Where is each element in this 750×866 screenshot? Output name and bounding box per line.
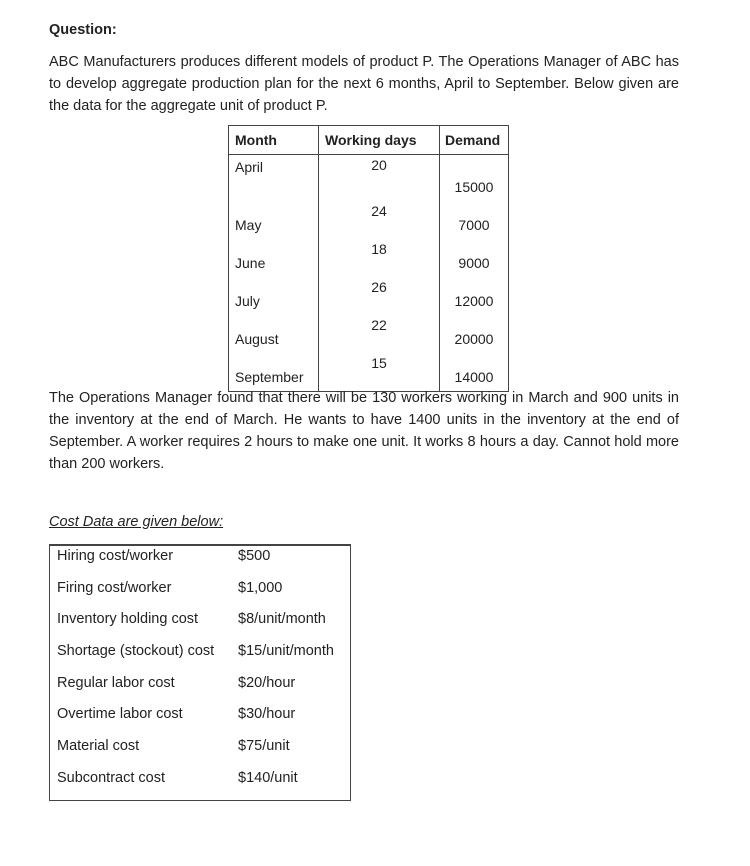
table-row (229, 277, 509, 315)
cell-month: May (229, 201, 319, 239)
demand-table-header (229, 126, 509, 155)
cell-month: July (229, 277, 319, 315)
cell-month: September (229, 353, 319, 392)
cost-row (50, 706, 350, 726)
cell-days: 20 (319, 155, 440, 202)
cell-demand: 15000 (440, 155, 509, 202)
cell-days: 26 (319, 277, 440, 315)
cost-label: Material cost (57, 738, 140, 754)
header-demand: Demand (440, 126, 509, 155)
header-working-days: Working days (319, 126, 440, 155)
cost-label: Shortage (stockout) cost (57, 643, 215, 659)
cost-data-box (49, 544, 351, 801)
table-row (229, 353, 509, 392)
cost-row (50, 738, 350, 758)
table-row (229, 315, 509, 353)
question-heading: Question: (49, 22, 117, 38)
cell-demand: 12000 (440, 277, 509, 315)
cost-value: $1,000 (238, 580, 283, 596)
table-row (229, 155, 509, 202)
workforce-paragraph: The Operations Manager found that there will be 130 workers working in March and 900 units in the inventory at the end of March. He wants to have 1400 units in the inventory at the end of September. A worker requires 2 hours to make one unit. It works 8 hours a day. Cannot hold more than 200 workers. (49, 390, 679, 472)
cost-label: Regular labor cost (57, 675, 175, 691)
cost-row (50, 643, 350, 663)
cell-month: August (229, 315, 319, 353)
cost-value: $140/unit (238, 770, 298, 786)
cost-value: $30/hour (238, 706, 296, 722)
cost-row (50, 611, 350, 631)
cost-row (50, 675, 350, 695)
cost-row (50, 580, 350, 600)
cost-label: Subcontract cost (57, 770, 165, 786)
table-row (229, 239, 509, 277)
cell-days: 18 (319, 239, 440, 277)
cell-days: 15 (319, 353, 440, 392)
cost-label: Hiring cost/worker (57, 548, 174, 564)
cost-data-caption: Cost Data are given below: (49, 514, 224, 530)
cell-days: 24 (319, 201, 440, 239)
cost-value: $15/unit/month (238, 643, 334, 659)
cost-value: $20/hour (238, 675, 296, 691)
cell-demand: 9000 (440, 239, 509, 277)
cost-row (50, 548, 350, 568)
cell-month: June (229, 239, 319, 277)
cost-value: $500 (238, 548, 271, 564)
cost-value: $75/unit (238, 738, 290, 754)
cost-label: Inventory holding cost (57, 611, 199, 627)
cell-demand: 20000 (440, 315, 509, 353)
cost-value: $8/unit/month (238, 611, 326, 627)
cell-days: 22 (319, 315, 440, 353)
cost-label: Overtime labor cost (57, 706, 183, 722)
cell-demand: 7000 (440, 201, 509, 239)
cost-label: Firing cost/worker (57, 580, 172, 596)
table-row (229, 201, 509, 239)
cell-month: April (229, 155, 319, 202)
cell-demand: 14000 (440, 353, 509, 392)
header-month: Month (229, 126, 319, 155)
cost-row (50, 770, 350, 790)
intro-paragraph: ABC Manufacturers produces different models of product P. The Operations Manager of ABC has to develop aggregate production plan for the next 6 months, April to September. Below given are the data for the aggregate unit of product P. (49, 54, 679, 114)
demand-table (228, 125, 509, 392)
